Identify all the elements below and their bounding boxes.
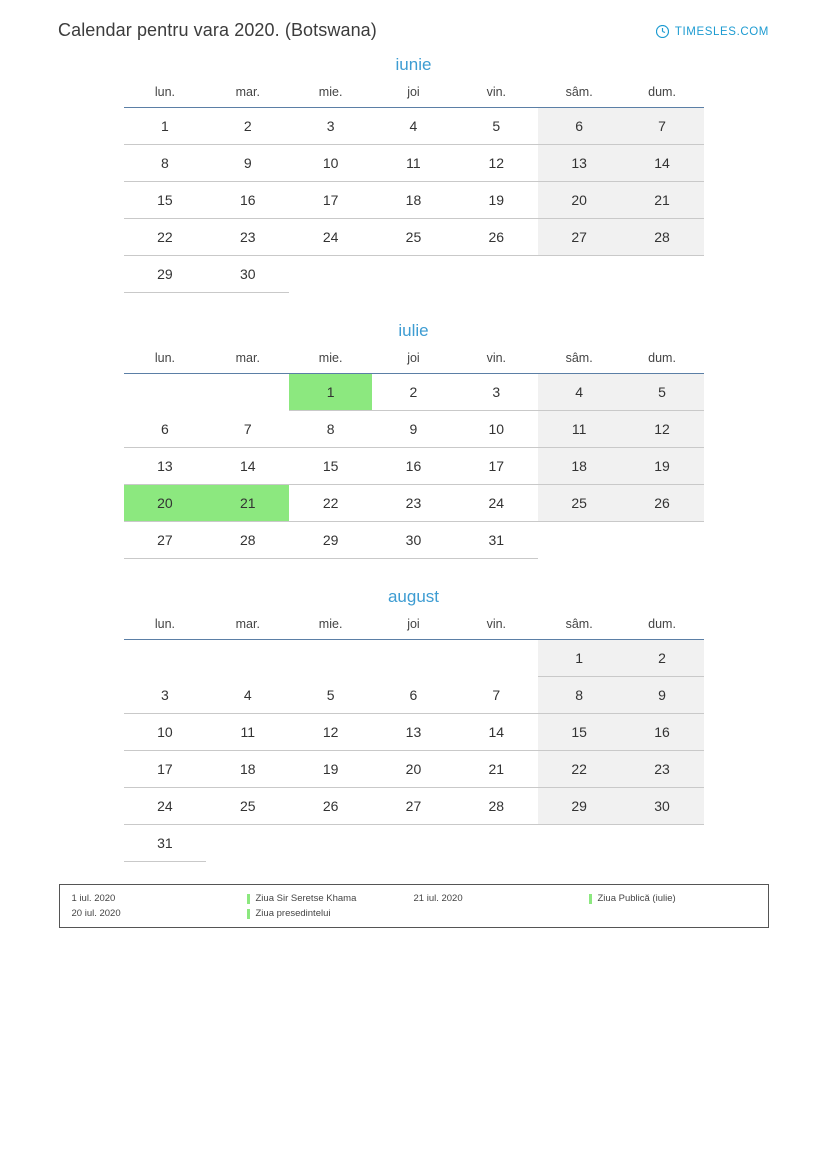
week-row [124,522,704,559]
page-title: Calendar pentru vara 2020. (Botswana) [58,20,377,40]
day-cell[interactable] [538,108,621,145]
day-cell[interactable] [455,677,538,714]
day-number: 10 [488,421,505,437]
month-body [124,374,704,559]
day-number: 18 [239,761,256,777]
day-number: 20 [405,761,422,777]
day-cell-empty [455,825,538,862]
day-number: 30 [654,798,670,814]
day-cell[interactable] [289,411,372,448]
day-number: 20 [571,192,587,208]
day-number: 29 [571,798,587,814]
weekday-header: sâm. [538,85,621,108]
week-row [124,411,704,448]
day-number: 26 [654,495,670,511]
day-cell[interactable] [621,788,704,825]
day-number: 28 [488,798,505,814]
day-cell[interactable] [206,751,289,788]
day-number: 27 [571,229,587,245]
day-cell[interactable] [372,677,455,714]
week-row [124,256,704,293]
day-number: 2 [409,384,418,400]
month-title: august [387,587,440,606]
week-row [124,374,704,411]
day-cell[interactable] [538,485,621,522]
day-number: 13 [157,458,173,474]
day-number: 7 [243,420,252,437]
legend-column-left [72,893,414,919]
day-number: 23 [239,229,256,245]
day-cell[interactable] [372,374,455,411]
weekday-header: vin. [455,617,538,640]
day-number: 14 [239,458,256,474]
day-number: 7 [658,118,666,134]
day-number: 29 [322,532,339,548]
month-body [124,108,704,293]
weekday-header: sâm. [538,617,621,640]
day-cell[interactable] [538,677,621,714]
day-number: 27 [405,798,422,814]
day-cell[interactable] [372,485,455,522]
day-cell-empty [372,825,455,862]
day-cell[interactable] [206,522,289,559]
month-table-iunie [124,85,704,293]
weekday-header: dum. [621,617,704,640]
day-number: 11 [406,155,421,171]
day-number: 24 [322,229,339,245]
day-cell[interactable] [621,640,704,677]
day-cell[interactable] [289,677,372,714]
calendars-container [0,55,827,862]
day-number: 25 [405,229,422,245]
day-cell[interactable] [538,411,621,448]
day-number: 21 [654,192,670,208]
week-row [124,108,704,145]
day-cell-empty [372,640,455,677]
day-number: 2 [243,118,252,134]
weekday-header: mar. [206,617,289,640]
day-cell-empty [621,825,704,862]
day-number: 14 [654,155,670,171]
day-number: 24 [157,798,173,814]
day-number: 19 [488,192,505,208]
day-cell[interactable] [124,448,207,485]
day-cell-empty [124,374,207,411]
day-cell-empty [289,256,372,293]
day-cell-holiday[interactable] [124,485,207,522]
weekday-header: joi [372,85,455,108]
day-cell[interactable] [538,714,621,751]
week-row [124,640,704,677]
day-number: 27 [157,532,173,548]
day-number: 25 [239,798,256,814]
day-number: 14 [488,724,505,740]
day-number: 11 [571,421,587,437]
weekday-header: vin. [455,351,538,374]
day-cell[interactable] [289,448,372,485]
week-row [124,485,704,522]
day-cell-empty [455,256,538,293]
weekday-header: lun. [124,617,207,640]
week-row [124,677,704,714]
day-number: 4 [243,686,252,703]
day-cell[interactable] [289,145,372,182]
weekday-header: lun. [124,85,207,108]
day-cell[interactable] [455,485,538,522]
day-number: 18 [571,458,587,474]
day-number: 29 [157,266,173,282]
day-number: 10 [322,155,339,171]
day-number: 16 [405,458,422,474]
legend-item [414,893,756,904]
page-header [0,0,827,41]
day-cell[interactable] [124,825,207,862]
day-cell[interactable] [372,751,455,788]
day-cell[interactable] [289,182,372,219]
day-number: 22 [571,761,587,777]
day-cell[interactable] [538,788,621,825]
holiday-color-swatch-icon [247,894,250,904]
day-number: 30 [405,532,422,548]
weekday-header-row [124,617,704,640]
day-cell-empty [538,256,621,293]
month-block-iunie [0,55,827,293]
day-number: 15 [322,458,339,474]
weekday-header: mie. [289,85,372,108]
brand-logo[interactable] [656,25,769,38]
day-cell[interactable] [206,677,289,714]
day-number: 6 [161,420,169,437]
day-cell[interactable] [124,788,207,825]
day-cell[interactable] [538,751,621,788]
month-block-august [0,587,827,862]
weekday-header: mar. [206,85,289,108]
legend-date: 1 iul. 2020 [71,893,116,904]
day-cell[interactable] [289,788,372,825]
week-row [124,448,704,485]
day-cell[interactable] [538,448,621,485]
day-number: 8 [575,687,584,703]
week-row [124,788,704,825]
holiday-color-swatch-icon [589,894,592,904]
day-cell[interactable] [455,522,538,559]
day-cell[interactable] [538,640,621,677]
day-cell[interactable] [538,219,621,256]
weekday-header: mie. [289,617,372,640]
day-number: 4 [575,384,584,400]
day-cell[interactable] [455,788,538,825]
legend-label: Ziua Publică (iulie) [597,893,676,904]
day-cell-empty [124,640,207,677]
day-number: 21 [488,761,505,777]
weekday-header: lun. [124,351,207,374]
day-cell[interactable] [289,522,372,559]
weekday-header: joi [372,617,455,640]
day-cell-empty [621,522,704,559]
day-number: 28 [239,532,256,548]
day-number: 2 [658,650,666,666]
week-row [124,714,704,751]
day-cell-empty [621,256,704,293]
day-number: 17 [157,761,173,777]
weekday-header: mie. [289,351,372,374]
day-cell[interactable] [372,714,455,751]
day-cell[interactable] [124,751,207,788]
day-cell-empty [538,522,621,559]
day-number: 12 [488,155,505,171]
day-number: 26 [488,229,505,245]
week-row [124,182,704,219]
weekday-header-row [124,351,704,374]
day-number: 17 [488,458,505,474]
day-cell[interactable] [206,145,289,182]
day-cell[interactable] [372,411,455,448]
day-cell[interactable] [124,522,207,559]
day-number: 22 [157,229,173,245]
legend-item [72,893,414,904]
day-cell[interactable] [124,182,207,219]
day-cell[interactable] [538,374,621,411]
day-number: 10 [157,724,173,740]
day-number: 19 [322,761,339,777]
day-cell[interactable] [289,485,372,522]
day-number: 23 [654,761,670,777]
weekday-header: dum. [621,85,704,108]
legend-date: 20 iul. 2020 [71,908,121,919]
day-number: 5 [492,118,501,134]
day-cell[interactable] [621,411,704,448]
day-number: 1 [575,650,584,666]
legend-label: Ziua presedintelui [255,908,331,919]
day-number: 3 [161,686,169,703]
day-cell[interactable] [289,714,372,751]
day-cell[interactable] [289,108,372,145]
month-title: iulie [398,321,429,340]
day-cell-holiday[interactable] [206,485,289,522]
day-number: 6 [575,118,584,134]
day-number: 7 [492,686,501,703]
month-body [124,640,704,862]
day-number: 8 [161,155,169,171]
day-cell[interactable] [621,145,704,182]
day-number: 9 [409,421,418,437]
day-number: 31 [157,835,173,851]
day-cell-empty [206,825,289,862]
day-cell[interactable] [455,411,538,448]
day-cell[interactable] [289,219,372,256]
day-number: 20 [157,495,173,511]
day-cell[interactable] [455,714,538,751]
holiday-legend [59,884,769,928]
day-number: 8 [326,421,335,437]
clock-icon [656,25,669,38]
day-number: 9 [243,155,252,171]
day-number: 16 [654,724,670,740]
day-cell[interactable] [206,108,289,145]
day-cell[interactable] [621,677,704,714]
weekday-header: mar. [206,351,289,374]
day-cell[interactable] [124,411,207,448]
day-cell[interactable] [621,182,704,219]
day-cell[interactable] [621,108,704,145]
day-cell[interactable] [206,788,289,825]
day-cell[interactable] [621,219,704,256]
day-cell[interactable] [455,108,538,145]
day-number: 15 [571,724,587,740]
day-number: 13 [571,155,587,171]
weekday-header: vin. [455,85,538,108]
day-number: 30 [239,266,256,282]
day-cell-empty [372,256,455,293]
day-number: 23 [405,495,422,511]
day-cell[interactable] [206,256,289,293]
weekday-header: sâm. [538,351,621,374]
day-cell[interactable] [124,145,207,182]
day-number: 26 [322,798,339,814]
day-cell[interactable] [372,108,455,145]
month-table-iulie [124,351,704,559]
day-number: 4 [409,118,418,134]
day-number: 28 [654,229,670,245]
day-cell[interactable] [206,714,289,751]
day-number: 11 [240,724,256,740]
day-cell[interactable] [455,751,538,788]
day-number: 19 [654,458,670,474]
day-number: 9 [658,687,666,703]
day-number: 3 [326,118,335,134]
day-cell[interactable] [206,411,289,448]
day-cell[interactable] [455,219,538,256]
weekday-header: dum. [621,351,704,374]
brand-text: TIMESLES.COM [674,25,769,38]
day-number: 5 [658,384,666,400]
day-cell[interactable] [621,714,704,751]
day-cell-holiday[interactable] [289,374,372,411]
day-number: 5 [326,686,335,703]
day-number: 24 [488,495,505,511]
day-cell[interactable] [372,182,455,219]
day-cell[interactable] [372,145,455,182]
legend-label: Ziua Sir Seretse Khama [255,893,357,904]
day-cell[interactable] [372,219,455,256]
day-cell[interactable] [206,448,289,485]
holiday-color-swatch-icon [247,909,250,919]
day-cell[interactable] [538,145,621,182]
day-number: 16 [239,192,256,208]
day-number: 31 [488,532,505,548]
day-cell[interactable] [124,714,207,751]
day-cell[interactable] [621,751,704,788]
day-cell[interactable] [621,374,704,411]
day-cell-empty [289,825,372,862]
day-cell-empty [206,640,289,677]
week-row [124,219,704,256]
day-number: 15 [157,192,173,208]
day-cell[interactable] [206,219,289,256]
month-block-iulie [0,321,827,559]
day-cell[interactable] [455,182,538,219]
day-number: 1 [326,384,335,400]
weekday-header-row [124,85,704,108]
day-cell-empty [538,825,621,862]
month-table-august [124,617,704,862]
day-cell[interactable] [621,485,704,522]
day-number: 12 [322,724,339,740]
week-row [124,751,704,788]
weekday-header: joi [372,351,455,374]
day-number: 25 [571,495,587,511]
day-cell[interactable] [372,448,455,485]
day-number: 17 [322,192,339,208]
legend-item [72,908,414,919]
day-number: 12 [654,421,670,437]
day-cell[interactable] [124,219,207,256]
day-number: 6 [409,686,418,703]
day-cell[interactable] [455,448,538,485]
day-number: 3 [492,384,501,400]
day-cell-empty [289,640,372,677]
day-cell-empty [455,640,538,677]
month-title: iunie [395,55,432,74]
day-cell[interactable] [372,788,455,825]
day-cell[interactable] [538,182,621,219]
day-cell[interactable] [372,522,455,559]
day-cell-empty [206,374,289,411]
week-row [124,145,704,182]
day-cell[interactable] [455,374,538,411]
day-cell[interactable] [621,448,704,485]
day-cell[interactable] [124,677,207,714]
day-cell[interactable] [206,182,289,219]
week-row [124,825,704,862]
legend-date: 21 iul. 2020 [413,893,463,904]
day-number: 13 [405,724,422,740]
day-number: 22 [322,495,339,511]
day-number: 21 [239,495,256,511]
day-cell[interactable] [124,256,207,293]
day-cell[interactable] [289,751,372,788]
legend-column-right [414,893,756,919]
day-number: 18 [405,192,422,208]
day-number: 1 [161,118,169,134]
day-cell[interactable] [124,108,207,145]
day-cell[interactable] [455,145,538,182]
